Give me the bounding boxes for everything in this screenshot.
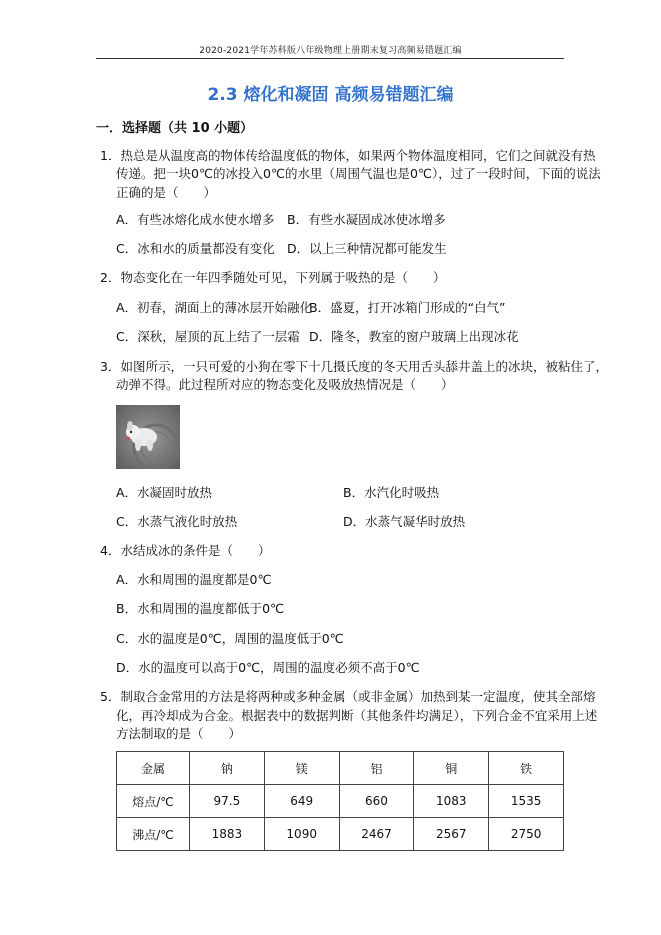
section-heading: 一．选择题（共 10 小题）	[96, 121, 254, 136]
table-cell: 2750	[489, 818, 564, 851]
q2-option-d: D．隆冬，教室的窗户玻璃上出现冰花	[309, 329, 519, 344]
q3-option-b: B．水汽化时吸热	[343, 485, 440, 500]
q1-text-line-2: 传递。把一块0℃的冰投入0℃的水里（周围气温也是0℃），过了一段时间，下面的说法	[116, 166, 601, 181]
q1-option-b: B．有些水凝固成冰使冰增多	[287, 212, 446, 227]
table-cell: 649	[264, 785, 339, 818]
q4-option-b: B．水和周围的温度都低于0℃	[116, 601, 285, 616]
table-row	[117, 818, 564, 851]
dog-licking-ice-photo	[116, 405, 180, 469]
q1-text-line-3: 正确的是（ ）	[116, 185, 217, 200]
table-cell: 660	[339, 785, 414, 818]
table-cell: 1535	[489, 785, 564, 818]
q1-option-d: D．以上三种情况都可能发生	[287, 241, 447, 256]
table-header-cell: 铜	[414, 752, 489, 785]
table-header-cell: 金属	[117, 752, 190, 785]
q5-text-line-1: 5．制取合金常用的方法是将两种或多种金属（或非金属）加热到某一定温度，使其全部熔	[100, 689, 596, 704]
q5-text-line-3: 方法制取的是（ ）	[116, 726, 242, 741]
q2-text-line-1: 2．物态变化在一年四季随处可见，下列属于吸热的是（ ）	[100, 270, 446, 285]
table-cell: 1083	[414, 785, 489, 818]
table-cell: 2567	[414, 818, 489, 851]
q1-option-c: C．冰和水的质量都没有变化	[116, 241, 275, 256]
table-cell: 97.5	[190, 785, 265, 818]
q3-text-line-1: 3．如图所示，一只可爱的小狗在零下十几摄氏度的冬天用舌头舔井盖上的冰块，被粘住了，	[100, 359, 608, 374]
table-cell: 2467	[339, 818, 414, 851]
page-title: 2.3 熔化和凝固 高频易错题汇编	[207, 85, 454, 105]
page-header: 2020-2021学年苏科版八年级物理上册期末复习高频易错题汇编	[199, 46, 462, 56]
q5-text-line-2: 化，再冷却成为合金。根据表中的数据判断（其他条件均满足），下列合金不宜采用上述	[116, 708, 598, 723]
table-row	[117, 785, 564, 818]
q3-option-a: A．水凝固时放热	[116, 485, 213, 500]
table-header-cell: 铁	[489, 752, 564, 785]
header-divider	[96, 58, 564, 59]
q3-option-c: C．水蒸气液化时放热	[116, 514, 238, 529]
table-cell: 熔点/℃	[117, 785, 190, 818]
q4-option-a: A．水和周围的温度都是0℃	[116, 572, 272, 587]
table-header-row	[117, 752, 564, 785]
q1-text-line-1: 1．热总是从温度高的物体传给温度低的物体，如果两个物体温度相同，它们之间就没有热	[100, 148, 596, 163]
q2-option-c: C．深秋，屋顶的瓦上结了一层霜	[116, 329, 300, 344]
q2-option-b: B．盛夏，打开冰箱门形成的“白气”	[309, 300, 506, 315]
metal-properties-table	[116, 751, 564, 851]
q4-option-d: D．水的温度可以高于0℃，周围的温度必须不高于0℃	[116, 660, 420, 675]
table-header-cell: 镁	[264, 752, 339, 785]
q1-option-a: A．有些冰熔化成水使水增多	[116, 212, 275, 227]
q2-option-a: A．初春，湖面上的薄冰层开始融化	[116, 300, 313, 315]
table-cell: 沸点/℃	[117, 818, 190, 851]
table-cell: 1883	[190, 818, 265, 851]
q3-option-d: D．水蒸气凝华时放热	[343, 514, 466, 529]
q3-text-line-2: 动弹不得。此过程所对应的物态变化及吸放热情况是（ ）	[116, 377, 454, 392]
table-header-cell: 钠	[190, 752, 265, 785]
table-header-cell: 铝	[339, 752, 414, 785]
q4-option-c: C．水的温度是0℃，周围的温度低于0℃	[116, 631, 344, 646]
q4-text-line-1: 4．水结成冰的条件是（ ）	[100, 543, 271, 558]
table-cell: 1090	[264, 818, 339, 851]
